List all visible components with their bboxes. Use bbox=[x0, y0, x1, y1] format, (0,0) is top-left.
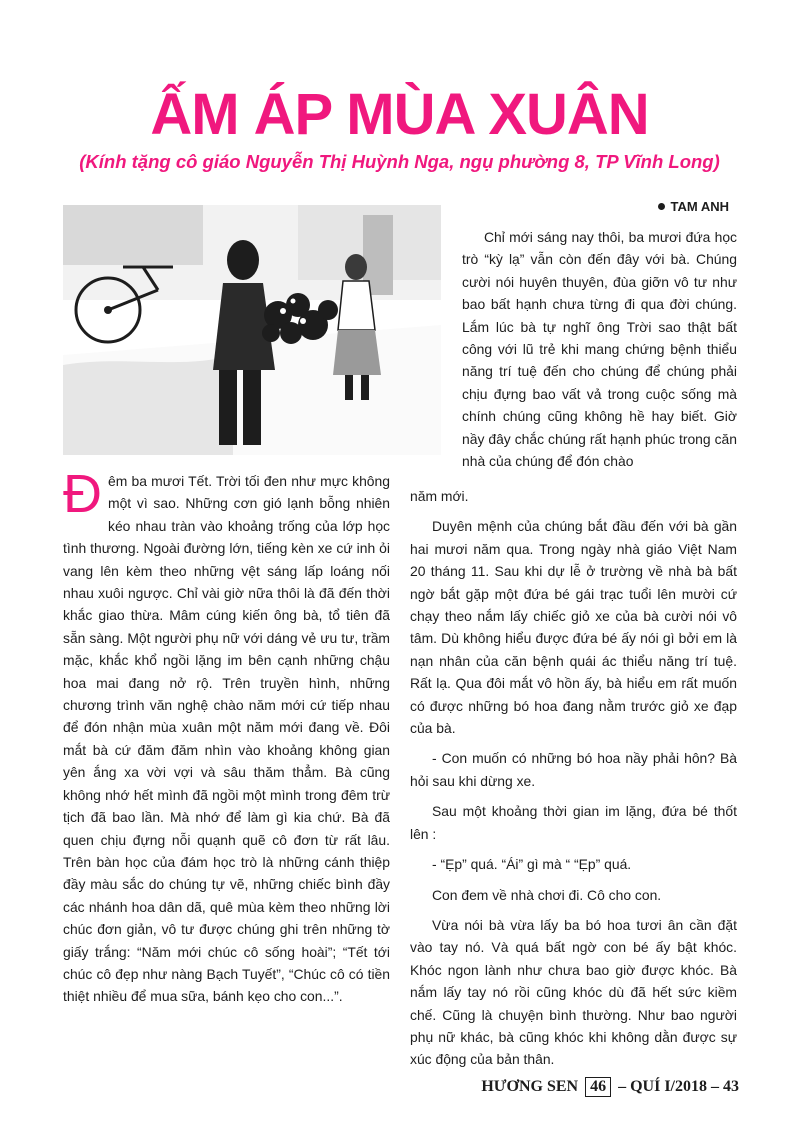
paragraph-text: êm ba mươi Tết. Trời tối đen như mực không một vì sao. Những cơn gió lạnh bỗng nhiên kéo nhau tràn vào khoảng trống của lớp học tình thương. Ngoài đường lớn, tiếng kèn xe cứ inh ỏi vang lên kèm theo những vệt sáng lấp loáng nối nhau xuôi ngược. Chỉ vài giờ nữa thôi là đã đến thời khắc giao thừa. Mâm cúng kiến ông bà, tổ tiên đã sẵn sàng. Một người phụ nữ với dáng vẻ ưu tư, trầm mặc, khắc khổ ngồi lặng im bên cạnh những chậu hoa mai đang nở rộ. Trên truyền hình, những chương trình văn nghệ chào năm mới cứ tiếp nhau để đón nhận mùa xuân một năm mới đang về. Đôi mắt bà cứ đăm đăm nhìn vào khoảng không gian yên ắng xa vời vợi và sâu thăm thẳm. Bà cũng không nhớ hết mình đã ngồi một mình trong đêm trừ tịch đã bao lần. Mà nhớ để làm gì kia chứ. Bà đã quen chịu đựng nỗi quạnh quẽ cô đơn từ rất lâu. Trên bàn học của đám học trò là những cánh thiệp đầy màu sắc do chúng tự vẽ, những chiếc bình đầy các nhánh hoa dân dã, quê mùa kèm theo những lời chúc đơn giản, vô tư được chúng ghi trên những tờ giấy trắng: “Năm mới chúc cô sống hoài”; “Tết tới chúc cô đẹp như nàng Bạch Tuyết”, “Chúc cô có tiền thiệt nhiều để mua sữa, bánh kẹo cho con...”. bbox=[63, 473, 390, 1005]
author-name: TAM ANH bbox=[670, 199, 729, 214]
paragraph bbox=[63, 464, 390, 1008]
right-column bbox=[410, 485, 737, 1071]
page-footer bbox=[481, 1077, 739, 1097]
photo-woman-bicycle-flowers-icon bbox=[63, 205, 441, 455]
issue-period: – QUÍ I/2018 – bbox=[618, 1078, 719, 1095]
drop-cap: Đ bbox=[63, 464, 102, 524]
intro-column bbox=[462, 226, 737, 472]
paragraph: năm mới. bbox=[410, 488, 469, 504]
page-number: 43 bbox=[723, 1078, 739, 1095]
paragraph: Duyên mệnh của chúng bắt đầu đến với bà gần hai mươi năm qua. Trong ngày nhà giáo Việt Nam 20 tháng 11. Sau khi dự lễ ở trường về nhà bà bất ngờ bắt gặp một đứa bé gái trạc tuổi lên mười cứ chạy theo nắm lấy chiếc giỏ xe của bà cười nói vô tâm. Dù không hiểu được đứa bé ấy nói gì bởi em là nạn nhân của căn bệnh quái ác thiểu năng trí tuệ. Rất lạ. Qua đôi mắt vô hồn ấy, bà hiểu em rất muốn có được những bó hoa đang nằm trước giỏ xe đạp của bà. bbox=[410, 518, 737, 737]
article-title: ẤM ÁP MÙA XUÂN bbox=[150, 82, 649, 147]
bullet-icon bbox=[658, 203, 665, 210]
article-subtitle: (Kính tặng cô giáo Nguyễn Thị Huỳnh Nga, ngụ phường 8, TP Vĩnh Long) bbox=[79, 151, 720, 172]
left-column bbox=[63, 464, 390, 1008]
paragraph: Con đem về nhà chơi đi. Cô cho con. bbox=[432, 886, 662, 903]
paragraph: Vừa nói bà vừa lấy ba bó hoa tươi ân cần đặt vào tay nó. Và quá bất ngờ con bé ấy bật khóc. Khóc ngon lành như chưa bao giờ được khóc. Bà nắm lấy tay nó rồi cũng khóc dù đã hết sức kiềm chế. Cũng là chuyện bình thường. Như bao người phụ nữ khác, bà cũng khóc khi không dằn được sự xúc động của bản thân. bbox=[410, 916, 737, 1068]
author-byline bbox=[658, 199, 730, 214]
paragraph: Chỉ mới sáng nay thôi, ba mươi đứa học trò “kỳ lạ” vẫn còn đến đây với bà. Chúng cười nói huyên thuyên, đùa giỡn vô tư như bao bất hạnh chưa từng đi qua đời chúng. Lắm lúc bà tự nghĩ ông Trời sao thật bất công với lũ trẻ khi mang chứng bệnh thiểu năng trí tuệ đến cho chúng để chúng phải chịu đựng bao vất vả trong cuộc sống mà chính chúng cũng không hề hay biết. Giờ nầy đây chắc chúng rất hạnh phúc trong căn nhà của chúng để đón chào bbox=[462, 229, 737, 470]
paragraph: Sau một khoảng thời gian im lặng, đứa bé thốt lên : bbox=[410, 803, 737, 842]
magazine-name: HƯƠNG SEN bbox=[481, 1078, 579, 1095]
paragraph: - Con muốn có những bó hoa nầy phải hôn? Bà hỏi sau khi dừng xe. bbox=[410, 750, 737, 789]
issue-number: 46 bbox=[585, 1077, 611, 1097]
article-photo bbox=[63, 205, 441, 455]
paragraph: - “Ẹp” quá. “Ái” gì mà “ “Ẹp” quá. bbox=[432, 856, 632, 873]
